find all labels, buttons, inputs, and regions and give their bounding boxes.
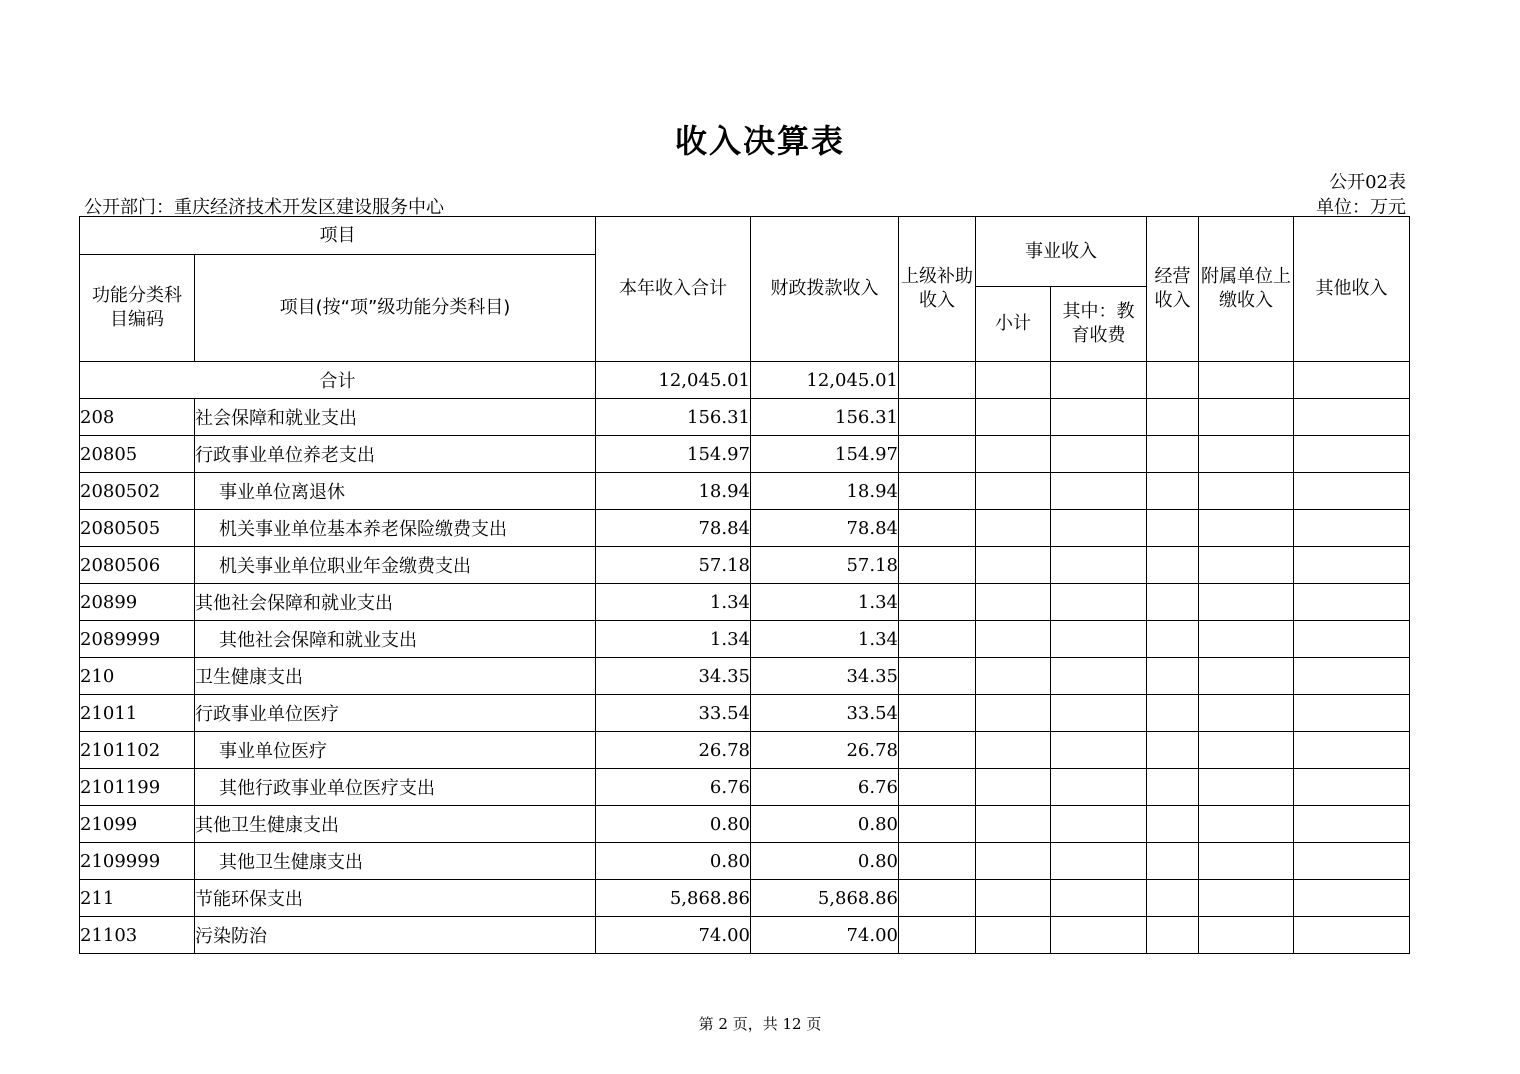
row-code: 2089999 [80,621,195,658]
empty-cell [1051,547,1147,584]
header-total: 本年收入合计 [596,217,751,362]
empty-cell [899,843,976,880]
empty-cell [899,436,976,473]
row-code: 20899 [80,584,195,621]
empty-cell [1199,584,1294,621]
empty-cell [899,732,976,769]
empty-cell [976,695,1051,732]
table-row [80,806,1410,843]
empty-cell [1294,510,1410,547]
row-fiscal: 1.34 [751,621,899,658]
empty-cell [899,399,976,436]
form-number: 公开02表 [1329,172,1406,193]
empty-cell [976,806,1051,843]
empty-cell [1294,732,1410,769]
empty-cell [1147,621,1199,658]
empty-cell [1147,436,1199,473]
header-fiscal: 财政拨款收入 [751,217,899,362]
header-subtotal: 小计 [976,287,1051,362]
empty-cell [1294,547,1410,584]
row-code: 211 [80,880,195,917]
empty-cell [976,510,1051,547]
table-row [80,732,1410,769]
row-fiscal: 6.76 [751,769,899,806]
row-total: 1.34 [596,621,751,658]
empty-cell [899,658,976,695]
empty-cell [899,806,976,843]
table-row [80,473,1410,510]
empty-cell [1199,621,1294,658]
row-total: 34.35 [596,658,751,695]
row-code: 21099 [80,806,195,843]
header-code: 功能分类科目编码 [80,255,195,362]
empty-cell [1147,917,1199,954]
empty-cell [1199,917,1294,954]
row-name: 行政事业单位养老支出 [195,436,596,473]
header-superior: 上级补助收入 [899,217,976,362]
empty-cell [899,547,976,584]
table-row [80,399,1410,436]
empty-cell [1294,769,1410,806]
row-total: 154.97 [596,436,751,473]
row-total: 33.54 [596,695,751,732]
row-total: 156.31 [596,399,751,436]
empty-cell [976,399,1051,436]
total-amount: 12,045.01 [596,362,751,399]
header-item-group: 项目 [80,217,596,255]
row-name: 污染防治 [195,917,596,954]
empty-cell [1147,843,1199,880]
row-total: 78.84 [596,510,751,547]
table-row [80,695,1410,732]
row-fiscal: 78.84 [751,510,899,547]
empty-cell [1294,880,1410,917]
empty-cell [976,732,1051,769]
empty-cell [1051,806,1147,843]
empty-cell [976,658,1051,695]
empty-cell [1051,917,1147,954]
row-code: 208 [80,399,195,436]
empty-cell [1199,399,1294,436]
empty-cell [1147,880,1199,917]
empty-cell [1199,658,1294,695]
row-name: 其他行政事业单位医疗支出 [195,769,596,806]
empty-cell [1051,769,1147,806]
header-operating: 经营收入 [1147,217,1199,362]
empty-cell [1294,917,1410,954]
table-row [80,547,1410,584]
row-total: 5,868.86 [596,880,751,917]
empty-cell [1199,510,1294,547]
row-total: 26.78 [596,732,751,769]
row-fiscal: 26.78 [751,732,899,769]
empty-cell [976,584,1051,621]
row-fiscal: 33.54 [751,695,899,732]
empty-cell [1294,399,1410,436]
row-fiscal: 57.18 [751,547,899,584]
total-fiscal: 12,045.01 [751,362,899,399]
empty-cell [899,473,976,510]
empty-cell [1199,695,1294,732]
empty-cell [976,547,1051,584]
row-name: 其他社会保障和就业支出 [195,621,596,658]
table-row [80,917,1410,954]
empty-cell [976,473,1051,510]
empty-cell [1147,584,1199,621]
row-fiscal: 0.80 [751,806,899,843]
empty-cell [1199,732,1294,769]
row-total: 6.76 [596,769,751,806]
row-name: 机关事业单位基本养老保险缴费支出 [195,510,596,547]
unit-label: 单位：万元 [1316,197,1406,218]
empty-cell [1147,806,1199,843]
row-code: 2080505 [80,510,195,547]
empty-cell [1147,658,1199,695]
empty-cell [1051,473,1147,510]
empty-cell [1147,732,1199,769]
header-affiliated: 附属单位上缴收入 [1199,217,1294,362]
row-name: 事业单位离退休 [195,473,596,510]
empty-cell [1051,621,1147,658]
empty-cell [976,917,1051,954]
header-business-group: 事业收入 [976,217,1147,287]
row-name: 其他卫生健康支出 [195,843,596,880]
empty-cell [976,621,1051,658]
empty-cell [1051,732,1147,769]
empty-cell [1147,473,1199,510]
empty-cell [1294,843,1410,880]
empty-cell [976,436,1051,473]
row-fiscal: 0.80 [751,843,899,880]
empty-cell [1051,584,1147,621]
department-label: 公开部门：重庆经济技术开发区建设服务中心 [84,197,444,218]
empty-cell [1147,695,1199,732]
row-code: 2109999 [80,843,195,880]
empty-cell [1199,843,1294,880]
row-total: 74.00 [596,917,751,954]
empty-cell [1294,695,1410,732]
empty-cell [976,769,1051,806]
row-fiscal: 156.31 [751,399,899,436]
empty-cell [1294,806,1410,843]
empty-cell [1051,843,1147,880]
empty-cell [976,843,1051,880]
row-name: 行政事业单位医疗 [195,695,596,732]
total-label: 合计 [80,362,596,399]
empty-cell [1051,436,1147,473]
empty-cell [1147,769,1199,806]
row-fiscal: 34.35 [751,658,899,695]
income-table [79,216,1410,954]
row-total: 0.80 [596,806,751,843]
row-name: 其他卫生健康支出 [195,806,596,843]
empty-cell [1051,695,1147,732]
row-total: 57.18 [596,547,751,584]
row-fiscal: 1.34 [751,584,899,621]
empty-cell [899,917,976,954]
empty-cell [1294,621,1410,658]
row-fiscal: 154.97 [751,436,899,473]
table-row [80,769,1410,806]
row-total: 0.80 [596,843,751,880]
empty-cell [1199,806,1294,843]
table-row [80,880,1410,917]
empty-cell [1294,584,1410,621]
empty-cell [1051,658,1147,695]
empty-cell [976,880,1051,917]
row-name: 事业单位医疗 [195,732,596,769]
empty-cell [1147,399,1199,436]
row-code: 20805 [80,436,195,473]
empty-cell [1051,399,1147,436]
table-row [80,584,1410,621]
empty-cell [899,510,976,547]
empty-cell [899,584,976,621]
empty-cell [1199,436,1294,473]
row-name: 其他社会保障和就业支出 [195,584,596,621]
row-code: 2080506 [80,547,195,584]
table-row [80,436,1410,473]
table-row [80,510,1410,547]
row-total: 18.94 [596,473,751,510]
empty-cell [1051,880,1147,917]
row-name: 机关事业单位职业年金缴费支出 [195,547,596,584]
row-code: 21103 [80,917,195,954]
row-name: 社会保障和就业支出 [195,399,596,436]
empty-cell [899,880,976,917]
empty-cell [1294,658,1410,695]
header-name: 项目(按“项”级功能分类科目) [195,255,596,362]
row-code: 2080502 [80,473,195,510]
row-name: 卫生健康支出 [195,658,596,695]
empty-cell [1199,769,1294,806]
empty-cell [1294,473,1410,510]
empty-cell [1199,547,1294,584]
empty-cell [1147,547,1199,584]
empty-cell [899,621,976,658]
empty-cell [1294,436,1410,473]
total-row [80,362,1410,399]
row-code: 2101199 [80,769,195,806]
row-fiscal: 74.00 [751,917,899,954]
row-code: 21011 [80,695,195,732]
empty-cell [1051,510,1147,547]
table-row [80,658,1410,695]
row-fiscal: 5,868.86 [751,880,899,917]
page-footer: 第 2 页，共 12 页 [698,1015,822,1033]
empty-cell [1199,473,1294,510]
row-total: 1.34 [596,584,751,621]
table-row [80,843,1410,880]
empty-cell [1147,510,1199,547]
row-fiscal: 18.94 [751,473,899,510]
header-education: 其中：教育收费 [1051,287,1147,362]
header-other: 其他收入 [1294,217,1410,362]
row-code: 210 [80,658,195,695]
table-row [80,621,1410,658]
empty-cell [899,695,976,732]
row-name: 节能环保支出 [195,880,596,917]
empty-cell [899,769,976,806]
page-title: 收入决算表 [674,122,845,160]
empty-cell [1199,880,1294,917]
row-code: 2101102 [80,732,195,769]
